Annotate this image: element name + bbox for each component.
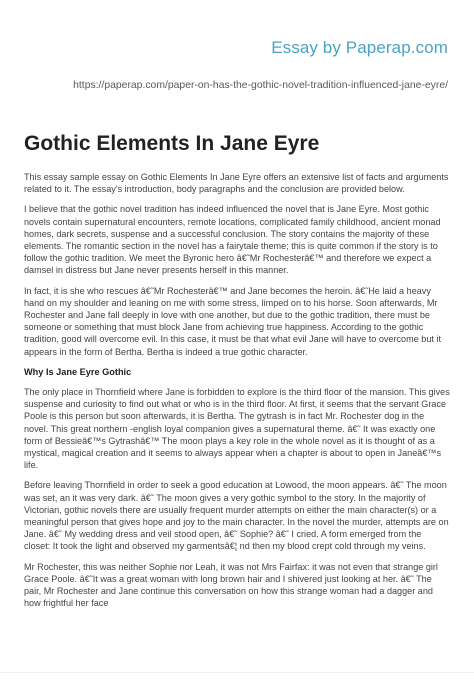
body-paragraph: The only place in Thornfield where Jane is forbidden to explore is the third floor of the mansion. This gives suspense and curiosity to find out what or who is in the third floor. At first, it seems that the servant Grace Poole is this person but soon afterwards, it is Bertha. The gytrash is in fact Mr. Rochester dog in the novel. This great northern -english loyal companion gives a supernatural theme. â€˜ It was exactly one form of Bessieâ€™s Gytrashâ€™ The moon plays a key role in the whole novel as it is thought of as a mystical, magical creation and it seems to always appear when a chapter is about to open in Janeâ€™s life. — [24, 387, 450, 471]
body-paragraph: In fact, it is she who rescues â€˜Mr Rochesterâ€™ and Jane becomes the heroin. â€˜He laid a heavy hand on my shoulder and leaning on me with some stress, limped on to his horse. Soon afterwards, Mr Rochester and Jane fall deeply in love with one another, but due to the gothic tradition, there must be someone or something that must block Jane from achieving true happiness. According to the gothic tradition, good will overcome evil. In this case, it must be that what evil Jane will have to overcome but it appears in the form of Bertha. Bertha is indeed a true gothic character. — [24, 285, 441, 357]
footer-divider — [0, 672, 474, 673]
body-paragraph: Before leaving Thornfield in order to seek a good education at Lowood, the moon appears. â€˜ The moon was set, an it was very dark. â€˜ The moon gives a very gothic symbol to the story. In the majority of Victorian, gothic novels there are usually frequent murder attempts on either the main character(s) or a meaningful person that gives hope and joy to the main character. In the novel the murder, attempts are on Jane. â€˜ My wedding dress and veil stood open, â€˜ Sophie? â€˜ I cried. A form emerged from the closet: It took the light and observed my garmentsâ€¦ nd then my blood crept cold through my veins. — [24, 480, 449, 552]
site-brand-link[interactable]: Essay by Paperap.com — [271, 38, 448, 57]
article-body — [24, 171, 450, 618]
section-heading: Why Is Jane Eyre Gothic — [24, 366, 132, 377]
body-paragraph: I believe that the gothic novel tradition has indeed influenced the novel that is Jane Eyre. Most gothic novels contain supernatural encounters, remote locations, complicated family childhood, ancient monad homes, dark secrets, suspense and a successful conclusion. The story contains the majority of these elements. The romantic section in the novel has a fairytale theme; this is quite common if the story is to follow the gothic tradition. We meet the Byronic hero â€˜Mr Rochesterâ€™ and therefore we expect a damsel in distress but Jane never presents herself in this manner. — [24, 204, 441, 276]
intro-paragraph: This essay sample essay on Gothic Elements In Jane Eyre offers an extensive list of facts and arguments related to it. The essay's introduction, body paragraphs and the conclusion are provided below. — [24, 172, 449, 195]
body-paragraph: Mr Rochester, this was neither Sophie nor Leah, it was not Mrs Fairfax: it was not even that strange girl Grace Poole. â€˜It was a great woman with long brown hair and I shivered just looking at her. â€˜ The pair, Mr Rochester and Jane continue this conversation on how this strange woman had a dagger and how frightful her face — [24, 561, 438, 609]
article-url[interactable]: https://paperap.com/paper-on-has-the-gothic-novel-tradition-influenced-jane-eyre/ — [73, 80, 448, 91]
page-title: Gothic Elements In Jane Eyre — [24, 132, 320, 155]
